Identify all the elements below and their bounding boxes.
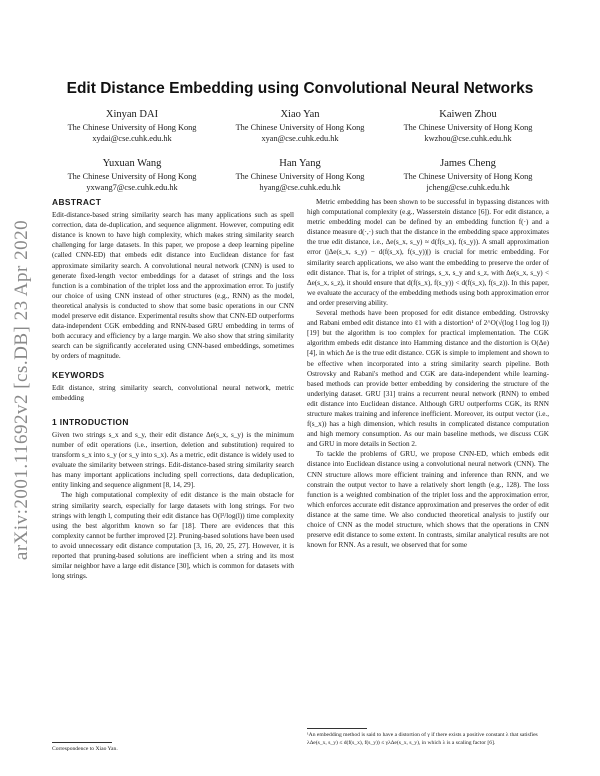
author-email: xyan@cse.cuhk.edu.hk bbox=[261, 134, 339, 143]
author-email: jcheng@cse.cuhk.edu.hk bbox=[426, 183, 510, 192]
author-affiliation: The Chinese University of Hong Kong bbox=[67, 172, 197, 181]
abstract-text: Edit-distance-based string similarity search has many applications such as spell correction, data de-duplication, and sequence alignment. However, computing edit distance is known to have high complexity, which makes string similarity search challenging for large datasets. In this paper, we propose a deep learning pipeline (called CNN-ED) that embeds edit distance into Euclidean distance for fast approximate similarity search. A convolutional neural network (CNN) is used to generate fixed-length vector embeddings for a dataset of strings and the loss function is a combination of the triplet loss and the approximation error. To justify our choice of using CNN instead of other structures (e.g., RNN) as the model, theoretical analysis is conducted to show that some basic operations in our CNN model preserve edit distance. Experimental results show that CNN-ED outperforms data-independent CGK embedding and RNN-based GRU embedding in terms of both accuracy and efficiency by a large margin. We also show that string similarity search can be significantly accelerated using CNN-based embeddings, sometimes by orders of magnitude. bbox=[52, 211, 294, 361]
author-name: Xiao Yan bbox=[280, 109, 320, 120]
introduction-heading: 1 INTRODUCTION bbox=[52, 416, 129, 427]
intro-paragraph-2: The high computational complexity of edit distance is the main obstacle for string similarity search, especially for large datasets with long strings. For two strings with length l, computing their edit distance has O(l²/log(l)) time complexity using the best algorithm known so far [18]. There are evidences that this complexity cannot be further improved [2]. Pruning-based solutions have been used to avoid unnecessary edit distance computation [3, 16, 20, 25, 27]. However, it is reported that pruning-based solutions are inefficient when a string and its most similar neighbor have a large edit distance [30], which is common for datasets with long strings. bbox=[52, 491, 294, 581]
author-block bbox=[52, 109, 548, 207]
correspondence-note: Correspondence to Xiao Yan. bbox=[52, 746, 118, 752]
author-affiliation: The Chinese University of Hong Kong bbox=[67, 123, 197, 132]
right-paragraph-1: Metric embedding has been shown to be successful in bypassing distances with high computational complexity (e.g., Wasserstein distance [6]). For edit distance, a metric embedding model can be defined by an embedding function f(·) and a distance measure d(·,·) such that the distance in the embedding space approximates the true edit distance, i.e., Δe(s_x, s_y) ≈ d(f(s_x), f(s_y)). A small approximation error (|Δe(s_x, s_y) − d(f(s_x), f(s_y))|) is crucial for metric embedding. For similarity search applications, we also want the embedding to preserve the order of edit distance. That is, for a triplet of strings, s_x, s_y and s_z, with Δe(s_x, s_y) < Δe(s_x, s_z), it should ensure that d(f(s_x), f(s_y)) < d(f(s_x), f(s_z)). In this paper, we evaluate the accuracy of the embedding methods using both approximation error and order preserving ability. bbox=[307, 198, 549, 307]
right-paragraph-3: To tackle the problems of GRU, we propose CNN-ED, which embeds edit distance into Euclidean distance using a convolutional neural network (CNN). The CNN structure allows more efficient training and inference than RNN, and we constrain the output vector to have a relatively short length (e.g., 128). The loss function is a weighted combination of the triplet loss and the approximation error, which enforces accurate edit distance approximation and preserves the order of edit distance at the same time. We also conducted theoretical analysis to justify our choice of CNN as the model structure, which shows that the operations in CNN preserve edit distance to some extent. In contrasts, similar analytical results are not known for RNN. As a result, we observed that for some bbox=[307, 450, 549, 550]
paper-title: Edit Distance Embedding using Convolutional Neural Networks bbox=[66, 80, 534, 97]
right-paragraph-2: Several methods have been proposed for edit distance embedding. Ostrovsky and Rabani embed edit distance into ℓ1 with a distortion¹ of 2^O(√(log l log log l)) [19] but the algorithm is too complex for practical implementation. The CGK algorithm embeds edit distance into Hamming distance and the distortion is O(Δe) [4], in which Δe is the true edit distance. CGK is simple to implement and shown to be effective when incorporated into a string similarity search pipeline. Both Ostrovsky and Rabani's method and CGK are data-independent while learning-based methods can provide better embedding by considering the structure of the underlying dataset. GRU [31] trains a recurrent neural network (RNN) to embed edit distance into Euclidean distance. Although GRU outperforms CGK, its RNN structure makes training and inference inefficient. Moreover, its output vector (i.e., f(s_x)) has a high dimension, which results in complicated distance computation and high memory consumption. As our main baseline methods, we discuss CGK and GRU in more details in Section 2. bbox=[307, 309, 549, 449]
author-email: kwzhou@cse.cuhk.edu.hk bbox=[424, 134, 512, 143]
correspondence-rule bbox=[52, 742, 112, 743]
author-name: Kaiwen Zhou bbox=[439, 109, 497, 120]
author bbox=[52, 158, 212, 193]
author-name: Xinyan DAI bbox=[105, 109, 159, 120]
author-email: hyang@cse.cuhk.edu.hk bbox=[259, 183, 341, 192]
author bbox=[220, 158, 380, 193]
author-affiliation: The Chinese University of Hong Kong bbox=[235, 172, 365, 181]
intro-paragraph-1: Given two strings s_x and s_y, their edit distance Δe(s_x, s_y) is the minimum number of edit operations (i.e., insertion, deletion and substitution) required to transform s_x into s_y (or s_y into s_x). As a metric, edit distance is widely used to evaluate the similarity between strings. Edit-distance-based string similarity search has many important applications including spell corrections, data deduplication, entity linking and sequence alignment [8, 14, 29]. bbox=[52, 430, 294, 490]
author bbox=[52, 109, 212, 144]
author-row-1 bbox=[52, 109, 548, 144]
author-email: xydai@cse.cuhk.edu.hk bbox=[92, 134, 172, 143]
author bbox=[220, 109, 380, 144]
author-affiliation: The Chinese University of Hong Kong bbox=[403, 172, 533, 181]
arxiv-identifier bbox=[8, 180, 36, 600]
author-name: James Cheng bbox=[440, 158, 496, 169]
footnote-block bbox=[307, 728, 549, 747]
author bbox=[388, 109, 548, 144]
keywords-heading: KEYWORDS bbox=[52, 369, 105, 380]
keywords-text: Edit distance, string similarity search, convolutional neural network, metric embedding bbox=[52, 383, 294, 402]
correspondence-block bbox=[52, 742, 294, 754]
author-affiliation: The Chinese University of Hong Kong bbox=[235, 123, 365, 132]
author-name: Yuxuan Wang bbox=[102, 158, 162, 169]
author-affiliation: The Chinese University of Hong Kong bbox=[403, 123, 533, 132]
author bbox=[388, 158, 548, 193]
author-email: yxwang7@cse.cuhk.edu.hk bbox=[86, 183, 178, 192]
left-column bbox=[52, 197, 294, 581]
abstract-heading: ABSTRACT bbox=[52, 197, 102, 207]
footnote-rule bbox=[307, 728, 367, 729]
author-row-2 bbox=[52, 158, 548, 193]
footnote-text: ¹An embedding method is said to have a distortion of γ if there exists a positive constant λ that satisfies λΔe(s_x, s_y) ≤ d(f(s_x), f(s_y)) ≤ γλΔe(s_x, s_y), in which λ is a scaling factor [6]. bbox=[307, 732, 538, 746]
author-name: Han Yang bbox=[279, 158, 321, 169]
right-column bbox=[307, 197, 549, 550]
arxiv-id-text: arXiv:2001.11692v2 [cs.DB] 23 Apr 2020 bbox=[11, 219, 32, 561]
